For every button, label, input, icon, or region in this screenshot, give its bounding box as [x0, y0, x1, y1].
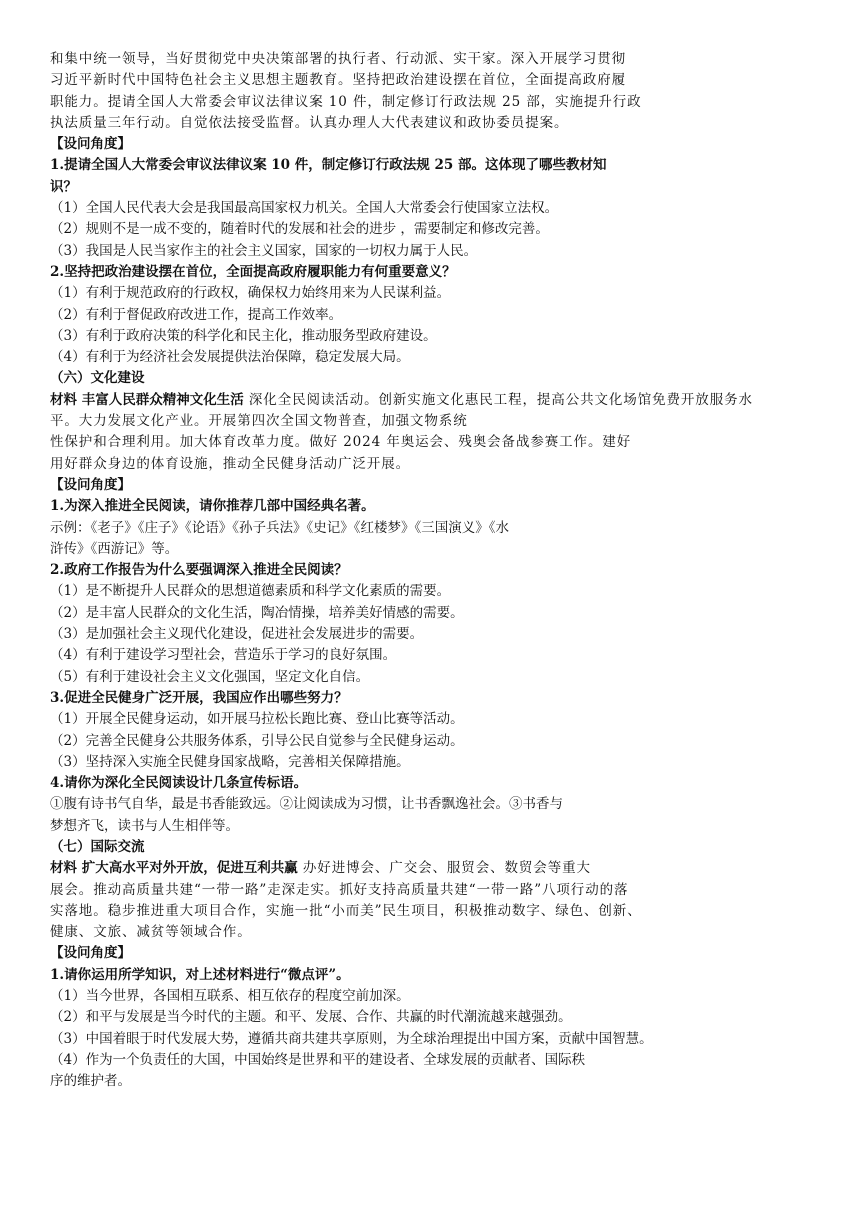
- question-line: 2.政府工作报告为什么要强调深入推进全民阅读？: [50, 562, 348, 579]
- answer-line: （1）当今世界，各国相互联系、相互依存的程度空前加深。: [50, 988, 410, 1005]
- question-angle-heading: 【设问角度】: [50, 476, 131, 493]
- answer-line: （1）是不断提升人民群众的思想道德素质和科学文化素质的需要。: [50, 583, 451, 600]
- material-label: 材料 丰富人民群众精神文化生活: [50, 391, 244, 408]
- answer-line: （3）有利于政府决策的科学化和民主化，推动服务型政府建设。: [50, 327, 437, 344]
- answer-line: （4）作为一个负责任的大国，中国始终是世界和平的建设者、全球发展的贡献者、国际秩: [50, 1051, 586, 1068]
- question-line: 2.坚持把政治建设摆在首位，全面提高政府履职能力有何重要意义？: [50, 263, 456, 280]
- material-text-line: 实落地。稳步推进重大项目合作，实施一批“小而美”民生项目，积极推动数字、绿色、创新、: [50, 902, 642, 919]
- material-text: 办好进博会、广交会、服贸会、数贸会等重大: [297, 860, 591, 877]
- answer-line: ①腹有诗书气自华，最是书香能致远。②让阅读成为习惯，让书香飘逸社会。③书香与: [50, 796, 563, 813]
- material-text-line: 用好群众身边的体育设施，推动全民健身活动广泛开展。: [50, 455, 410, 472]
- question-line: 1.请你运用所学知识，对上述材料进行“微点评”。: [50, 966, 350, 983]
- question-line: 1.为深入推进全民阅读，请你推荐几部中国经典名著。: [50, 498, 375, 515]
- question-line: 3.促进全民健身广泛开展，我国应作出哪些努力？: [50, 689, 348, 706]
- material-text-line: 平。大力发展文化产业。开展第四次全国文物普查，加强文物系统: [50, 413, 468, 430]
- answer-line: （3）是加强社会主义现代化建设，促进社会发展进步的需要。: [50, 626, 424, 643]
- answer-line: 序的维护者。: [50, 1073, 131, 1090]
- question-line: 4.请你为深化全民阅读设计几条宣传标语。: [50, 775, 308, 792]
- question-angle-heading: 【设问角度】: [50, 945, 131, 962]
- material-text-line: 性保护和合理利用。加大体育改革力度。做好 2024 年奥运会、残奥会备战参赛工作。建好: [50, 434, 632, 451]
- document-page: [50, 49, 790, 1093]
- section-title: （六）文化建设: [50, 370, 145, 387]
- answer-line: （4）有利于建设学习型社会，营造乐于学习的良好氛围。: [50, 647, 397, 664]
- answer-line: （3）中国着眼于时代发展大势，遵循共商共建共享原则，为全球治理提出中国方案，贡献中国智慧。: [50, 1030, 653, 1047]
- question-line: 识？: [50, 178, 77, 195]
- answer-line: （1）开展全民健身运动，如开展马拉松长跑比赛、登山比赛等活动。: [50, 711, 464, 728]
- material-text-line: 执法质量三年行动。自觉依法接受监督。认真办理人大代表建议和政协委员提案。: [50, 114, 569, 131]
- material-text-line: 习近平新时代中国特色社会主义思想主题教育。坚持把政治建设摆在首位，全面提高政府履: [50, 72, 626, 89]
- question-angle-heading: 【设问角度】: [50, 136, 131, 153]
- material-text-line: 展会。推动高质量共建“一带一路”走深走实。抓好支持高质量共建“一带一路”八项行动的落: [50, 881, 629, 898]
- question-line: 1.提请全国人大常委会审议法律议案 10 件，制定修订行政法规 25 部。这体现了哪些教材知: [50, 157, 607, 174]
- answer-line: （3）坚持深入实施全民健身国家战略，完善相关保障措施。: [50, 753, 410, 770]
- answer-line: （1）有利于规范政府的行政权，确保权力始终用来为人民谋利益。: [50, 285, 451, 302]
- answer-line: 示例：《老子》《庄子》《论语》《孙子兵法》《史记》《红楼梦》《三国演义》《水: [50, 519, 509, 536]
- answer-line: （5）有利于建设社会主义文化强国，坚定文化自信。: [50, 668, 370, 685]
- answer-line: （4）有利于为经济社会发展提供法治保障，稳定发展大局。: [50, 349, 410, 366]
- material-text: 深化全民阅读活动。创新实施文化惠民工程，提高公共文化场馆免费开放服务水: [243, 391, 753, 408]
- material-text-line: 和集中统一领导，当好贯彻党中央决策部署的执行者、行动派、实干家。深入开展学习贯彻: [50, 51, 626, 67]
- answer-line: 梦想齐飞，读书与人生相伴等。: [50, 817, 239, 834]
- section-title: （七）国际交流: [50, 838, 145, 855]
- material-label: 材料 扩大高水平对外开放，促进互利共赢: [50, 860, 298, 877]
- answer-line: （2）和平与发展是当今时代的主题。和平、发展、合作、共赢的时代潮流越来越强劲。: [50, 1009, 572, 1026]
- answer-line: （2）是丰富人民群众的文化生活，陶冶情操，培养美好情感的需要。: [50, 604, 464, 621]
- answer-line: （2）有利于督促政府改进工作，提高工作效率。: [50, 306, 343, 323]
- material-text-line: 职能力。提请全国人大常委会审议法律议案 10 件，制定修订行政法规 25 部，实施提升行政: [50, 93, 642, 110]
- answer-line: 浒传》《西游记》等。: [50, 540, 179, 557]
- material-lead-line: [50, 858, 790, 879]
- answer-line: （2）完善全民健身公共服务体系，引导公民自觉参与全民健身运动。: [50, 732, 464, 749]
- material-lead-line: [50, 390, 790, 411]
- answer-line: （2）规则不是一成不变的，随着时代的发展和社会的进步 ，需要制定和修改完善。: [50, 221, 549, 238]
- answer-line: （3）我国是人民当家作主的社会主义国家，国家的一切权力属于人民。: [50, 242, 478, 259]
- material-text-line: 健康、文旅、减贫等领域合作。: [50, 924, 252, 941]
- answer-line: （1）全国人民代表大会是我国最高国家权力机关。全国人大常委会行使国家立法权。: [50, 200, 559, 217]
